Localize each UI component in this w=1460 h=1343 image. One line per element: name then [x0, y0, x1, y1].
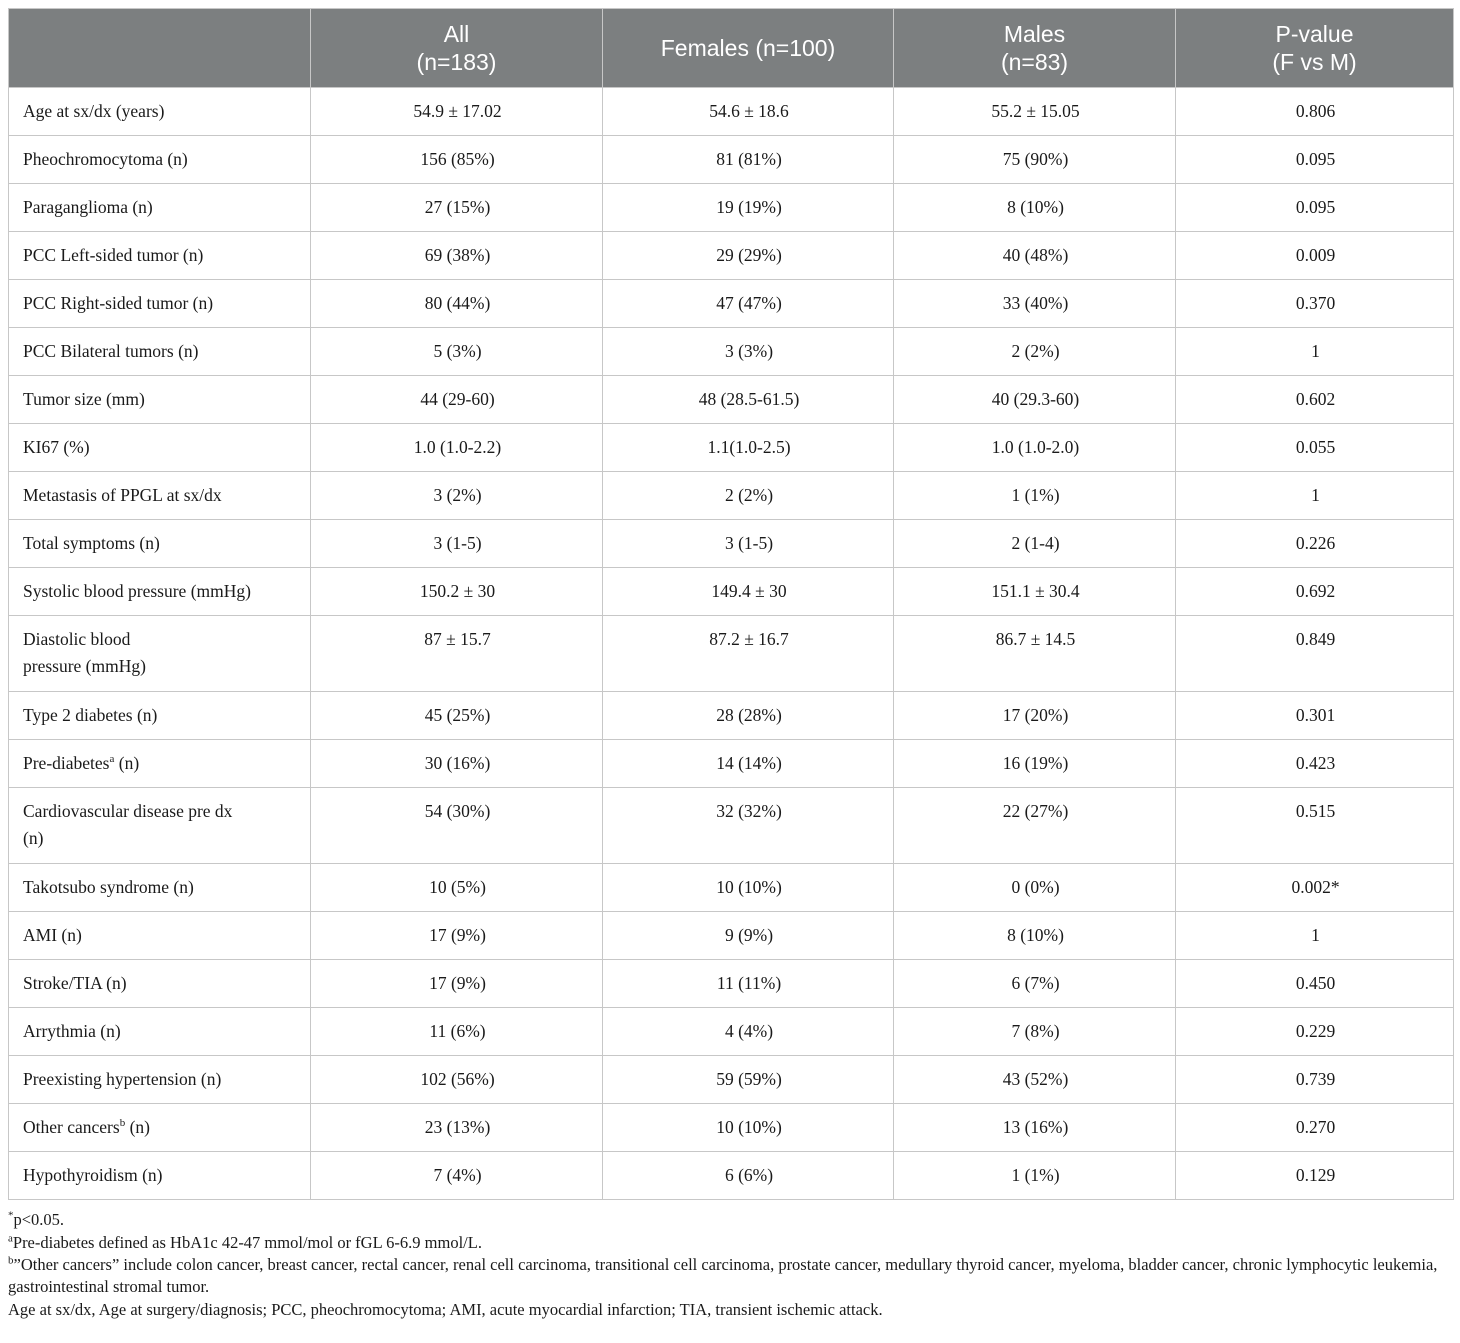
- footnote: [8, 1299, 1453, 1321]
- cell-p: 0.002*: [1176, 864, 1454, 912]
- cell-females: 32 (32%): [603, 788, 894, 864]
- header-all: [311, 9, 603, 88]
- cell-p: 0.270: [1176, 1104, 1454, 1152]
- footnote-marker: *: [8, 1209, 14, 1222]
- row-label: [9, 1056, 311, 1104]
- cell-females: 48 (28.5-61.5): [603, 376, 894, 424]
- row-label-text: Metastasis of PPGL at sx/dx: [23, 485, 222, 505]
- footnote-text: Pre-diabetes defined as HbA1c 42-47 mmol/mol or fGL 6-6.9 mmol/L.: [12, 1232, 482, 1252]
- cell-females: 19 (19%): [603, 184, 894, 232]
- table-row: [9, 1056, 1454, 1104]
- row-label-text: Paraganglioma (n): [23, 197, 153, 217]
- table-row: [9, 740, 1454, 788]
- row-label-text: Arrythmia (n): [23, 1021, 121, 1041]
- row-label-text: Diastolic blood pressure (mmHg): [23, 629, 146, 676]
- cell-females: 14 (14%): [603, 740, 894, 788]
- cell-all: 11 (6%): [311, 1008, 603, 1056]
- table-row: [9, 136, 1454, 184]
- header-p-line2: (F vs M): [1272, 49, 1357, 75]
- table-row: [9, 864, 1454, 912]
- table-row: [9, 472, 1454, 520]
- cell-females: 59 (59%): [603, 1056, 894, 1104]
- cell-males: 151.1 ± 30.4: [894, 568, 1176, 616]
- row-label: [9, 568, 311, 616]
- cell-p: 0.095: [1176, 184, 1454, 232]
- row-label-text: Stroke/TIA (n): [23, 973, 127, 993]
- row-label: [9, 520, 311, 568]
- cell-p: 0.055: [1176, 424, 1454, 472]
- cell-females: 54.6 ± 18.6: [603, 88, 894, 136]
- row-label: [9, 692, 311, 740]
- row-label-suffix: (n): [114, 753, 140, 773]
- table-row: [9, 1008, 1454, 1056]
- cell-males: 7 (8%): [894, 1008, 1176, 1056]
- cell-males: 40 (29.3-60): [894, 376, 1176, 424]
- cell-males: 1 (1%): [894, 1152, 1176, 1200]
- row-label: [9, 788, 311, 864]
- header-p-value: [1176, 9, 1454, 88]
- row-label: [9, 184, 311, 232]
- cell-females: 3 (1-5): [603, 520, 894, 568]
- cell-females: 10 (10%): [603, 1104, 894, 1152]
- cell-p: 0.009: [1176, 232, 1454, 280]
- row-label: [9, 1152, 311, 1200]
- cell-males: 8 (10%): [894, 912, 1176, 960]
- cell-males: 17 (20%): [894, 692, 1176, 740]
- cell-females: 28 (28%): [603, 692, 894, 740]
- cell-males: 1.0 (1.0-2.0): [894, 424, 1176, 472]
- footnote-text: ”Other cancers” include colon cancer, breast cancer, rectal cancer, renal cell carcinoma, transitional cell carcinoma, prostate cancer, medullary thyroid cancer, myeloma, bladder cancer, chronic lymphocytic leukemia, gastrointestinal stromal tumor.: [8, 1255, 1438, 1296]
- table-row: [9, 328, 1454, 376]
- table-row: [9, 1152, 1454, 1200]
- cell-males: 43 (52%): [894, 1056, 1176, 1104]
- footnote-text: p<0.05.: [13, 1210, 65, 1229]
- table-row: [9, 184, 1454, 232]
- header-males: [894, 9, 1176, 88]
- cell-p: 0.129: [1176, 1152, 1454, 1200]
- row-label-text: Pheochromocytoma (n): [23, 149, 188, 169]
- cell-males: 2 (1-4): [894, 520, 1176, 568]
- cell-males: 13 (16%): [894, 1104, 1176, 1152]
- cell-all: 10 (5%): [311, 864, 603, 912]
- cell-p: 0.739: [1176, 1056, 1454, 1104]
- row-label: [9, 424, 311, 472]
- table-row: [9, 376, 1454, 424]
- table-container: [8, 8, 1453, 1321]
- footnotes: [8, 1209, 1453, 1321]
- footnote: [8, 1209, 1453, 1231]
- cell-all: 3 (1-5): [311, 520, 603, 568]
- cell-males: 86.7 ± 14.5: [894, 616, 1176, 692]
- row-label: [9, 616, 311, 692]
- cell-females: 2 (2%): [603, 472, 894, 520]
- cell-males: 16 (19%): [894, 740, 1176, 788]
- table-row: [9, 1104, 1454, 1152]
- row-label-text: AMI (n): [23, 925, 82, 945]
- footnote-marker: b: [119, 1117, 126, 1130]
- footnote: [8, 1232, 1453, 1254]
- row-label-suffix: (n): [125, 1117, 150, 1137]
- cell-p: 0.095: [1176, 136, 1454, 184]
- row-label: [9, 740, 311, 788]
- table-row: [9, 88, 1454, 136]
- row-label-text: Preexisting hypertension (n): [23, 1069, 222, 1089]
- row-label: [9, 232, 311, 280]
- row-label: [9, 864, 311, 912]
- cell-females: 6 (6%): [603, 1152, 894, 1200]
- cell-all: 30 (16%): [311, 740, 603, 788]
- row-label-text: Cardiovascular disease pre dx (n): [23, 801, 233, 848]
- row-label-text: Pre-diabetes: [23, 753, 110, 773]
- row-label: [9, 912, 311, 960]
- cell-males: 6 (7%): [894, 960, 1176, 1008]
- row-label-text: Takotsubo syndrome (n): [23, 877, 194, 897]
- row-label-text: KI67 (%): [23, 437, 90, 457]
- table-body: [9, 88, 1454, 1200]
- cell-females: 9 (9%): [603, 912, 894, 960]
- table-row: [9, 424, 1454, 472]
- cell-p: 0.226: [1176, 520, 1454, 568]
- row-label-text: Other cancers: [23, 1117, 120, 1137]
- cell-all: 102 (56%): [311, 1056, 603, 1104]
- row-label-text: Tumor size (mm): [23, 389, 145, 409]
- cell-all: 69 (38%): [311, 232, 603, 280]
- row-label: [9, 88, 311, 136]
- cell-all: 44 (29-60): [311, 376, 603, 424]
- cell-p: 0.602: [1176, 376, 1454, 424]
- row-label: [9, 1008, 311, 1056]
- cell-females: 4 (4%): [603, 1008, 894, 1056]
- row-label-text: PCC Bilateral tumors (n): [23, 341, 199, 361]
- table-row: [9, 788, 1454, 864]
- row-label: [9, 960, 311, 1008]
- cell-males: 40 (48%): [894, 232, 1176, 280]
- cell-females: 3 (3%): [603, 328, 894, 376]
- row-label-text: Total symptoms (n): [23, 533, 160, 553]
- cell-all: 5 (3%): [311, 328, 603, 376]
- row-label: [9, 376, 311, 424]
- table-row: [9, 568, 1454, 616]
- row-label-text: Hypothyroidism (n): [23, 1165, 163, 1185]
- cell-all: 27 (15%): [311, 184, 603, 232]
- cell-females: 47 (47%): [603, 280, 894, 328]
- row-label: [9, 280, 311, 328]
- cell-p: 0.692: [1176, 568, 1454, 616]
- cell-males: 8 (10%): [894, 184, 1176, 232]
- cell-females: 29 (29%): [603, 232, 894, 280]
- footnote-text: Age at sx/dx, Age at surgery/diagnosis; PCC, pheochromocytoma; AMI, acute myocardial infarction; TIA, transient ischemic attack.: [8, 1299, 883, 1319]
- row-label-text: Age at sx/dx (years): [23, 101, 165, 121]
- cell-all: 1.0 (1.0-2.2): [311, 424, 603, 472]
- cell-females: 87.2 ± 16.7: [603, 616, 894, 692]
- cell-females: 81 (81%): [603, 136, 894, 184]
- row-label: [9, 328, 311, 376]
- row-label: [9, 136, 311, 184]
- table-row: [9, 960, 1454, 1008]
- row-label-text: PCC Left-sided tumor (n): [23, 245, 204, 265]
- cell-all: 45 (25%): [311, 692, 603, 740]
- cell-males: 33 (40%): [894, 280, 1176, 328]
- cell-p: 0.806: [1176, 88, 1454, 136]
- row-label-text: Systolic blood pressure (mmHg): [23, 581, 251, 601]
- footnote-marker: a: [109, 753, 115, 766]
- header-all-line2: (n=183): [416, 49, 497, 75]
- cell-p: 0.849: [1176, 616, 1454, 692]
- header-empty: [9, 9, 311, 88]
- cell-all: 150.2 ± 30: [311, 568, 603, 616]
- header-females-line1: Females (n=100): [660, 35, 836, 61]
- table-row: [9, 912, 1454, 960]
- cell-p: 0.450: [1176, 960, 1454, 1008]
- cell-females: 149.4 ± 30: [603, 568, 894, 616]
- cell-p: 0.370: [1176, 280, 1454, 328]
- cell-p: 0.229: [1176, 1008, 1454, 1056]
- cell-p: 1: [1176, 328, 1454, 376]
- header-females: [603, 9, 894, 88]
- cell-p: 0.515: [1176, 788, 1454, 864]
- row-label: [9, 1104, 311, 1152]
- row-label-text: Type 2 diabetes (n): [23, 705, 158, 725]
- row-label-text: PCC Right-sided tumor (n): [23, 293, 214, 313]
- table-row: [9, 616, 1454, 692]
- data-table: [8, 8, 1454, 1200]
- cell-all: 80 (44%): [311, 280, 603, 328]
- cell-males: 0 (0%): [894, 864, 1176, 912]
- cell-males: 2 (2%): [894, 328, 1176, 376]
- row-label: [9, 472, 311, 520]
- cell-all: 23 (13%): [311, 1104, 603, 1152]
- cell-p: 0.301: [1176, 692, 1454, 740]
- cell-all: 54.9 ± 17.02: [311, 88, 603, 136]
- cell-females: 10 (10%): [603, 864, 894, 912]
- cell-p: 0.423: [1176, 740, 1454, 788]
- cell-all: 17 (9%): [311, 912, 603, 960]
- footnote: [8, 1254, 1453, 1298]
- cell-p: 1: [1176, 472, 1454, 520]
- footnote-marker: a: [8, 1232, 13, 1244]
- table-row: [9, 280, 1454, 328]
- header-males-line1: Males: [1003, 21, 1066, 47]
- table-row: [9, 232, 1454, 280]
- cell-all: 7 (4%): [311, 1152, 603, 1200]
- cell-females: 1.1(1.0-2.5): [603, 424, 894, 472]
- cell-males: 55.2 ± 15.05: [894, 88, 1176, 136]
- table-row: [9, 692, 1454, 740]
- cell-males: 1 (1%): [894, 472, 1176, 520]
- cell-females: 11 (11%): [603, 960, 894, 1008]
- header-males-line2: (n=83): [1000, 49, 1069, 75]
- header-all-line1: All: [443, 21, 470, 47]
- cell-all: 87 ± 15.7: [311, 616, 603, 692]
- cell-all: 3 (2%): [311, 472, 603, 520]
- cell-males: 75 (90%): [894, 136, 1176, 184]
- table-row: [9, 520, 1454, 568]
- cell-all: 17 (9%): [311, 960, 603, 1008]
- footnote-marker: b: [8, 1254, 14, 1267]
- cell-all: 156 (85%): [311, 136, 603, 184]
- cell-p: 1: [1176, 912, 1454, 960]
- cell-all: 54 (30%): [311, 788, 603, 864]
- header-row: [9, 9, 1454, 88]
- cell-males: 22 (27%): [894, 788, 1176, 864]
- header-p-line1: P-value: [1275, 21, 1354, 47]
